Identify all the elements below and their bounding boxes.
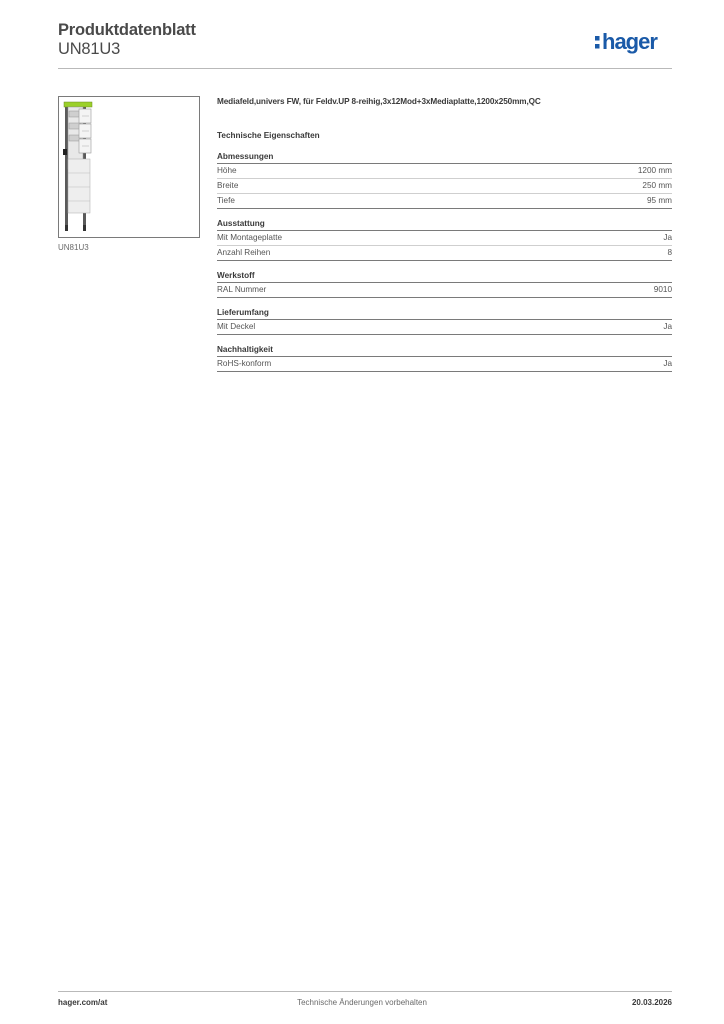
- table-row: [217, 283, 672, 298]
- section-title: Abmessungen: [217, 151, 672, 164]
- logo-text: hager: [602, 29, 657, 54]
- row-label: Mit Montageplatte: [217, 233, 283, 242]
- tech-properties-title: Technische Eigenschaften: [217, 131, 320, 140]
- footer-website-link[interactable]: hager.com/at: [58, 998, 108, 1007]
- footer-date: 20.03.2026: [631, 998, 672, 1007]
- section-ausstattung: [217, 218, 672, 261]
- section-abmessungen: [217, 151, 672, 209]
- row-value: 9010: [653, 285, 672, 294]
- table-row: [217, 320, 672, 335]
- section-title: Werkstoff: [217, 270, 672, 283]
- row-value: Ja: [663, 233, 672, 242]
- row-label: RAL Nummer: [217, 285, 267, 294]
- row-value: 95 mm: [646, 196, 672, 205]
- product-description: Mediafeld,univers FW, für Feldv.UP 8-reihig,3x12Mod+3xMediaplatte,1200x250mm,QC: [217, 97, 541, 106]
- product-details: [217, 96, 672, 372]
- section-nachhaltigkeit: [217, 344, 672, 372]
- table-row: [217, 246, 672, 261]
- hager-logo: [594, 26, 674, 58]
- section-title: Nachhaltigkeit: [217, 344, 672, 357]
- row-label: Mit Deckel: [217, 322, 256, 331]
- image-caption: UN81U3: [58, 243, 89, 252]
- section-lieferumfang: [217, 307, 672, 335]
- table-row: [217, 179, 672, 194]
- product-image: [58, 96, 200, 238]
- row-label: Höhe: [217, 166, 237, 175]
- row-value: 1200 mm: [637, 166, 672, 175]
- row-label: Anzahl Reihen: [217, 248, 271, 257]
- header-divider: [58, 68, 672, 69]
- row-label: Tiefe: [217, 196, 235, 205]
- row-value: Ja: [663, 359, 672, 368]
- section-title: Lieferumfang: [217, 307, 672, 320]
- table-row: [217, 357, 672, 372]
- table-row: [217, 164, 672, 179]
- row-value: 8: [667, 248, 672, 257]
- row-label: RoHS-konform: [217, 359, 272, 368]
- row-value: 250 mm: [642, 181, 672, 190]
- page-title: Produktdatenblatt: [58, 21, 196, 39]
- table-row: [217, 231, 672, 246]
- footer-divider: [58, 991, 672, 992]
- product-code: UN81U3: [58, 40, 121, 58]
- row-label: Breite: [217, 181, 239, 190]
- section-title: Ausstattung: [217, 218, 672, 231]
- table-row: [217, 194, 672, 209]
- section-werkstoff: [217, 270, 672, 298]
- enclosure-drawing: [59, 97, 201, 239]
- row-value: Ja: [663, 322, 672, 331]
- footer-notice: Technische Änderungen vorbehalten: [297, 998, 427, 1007]
